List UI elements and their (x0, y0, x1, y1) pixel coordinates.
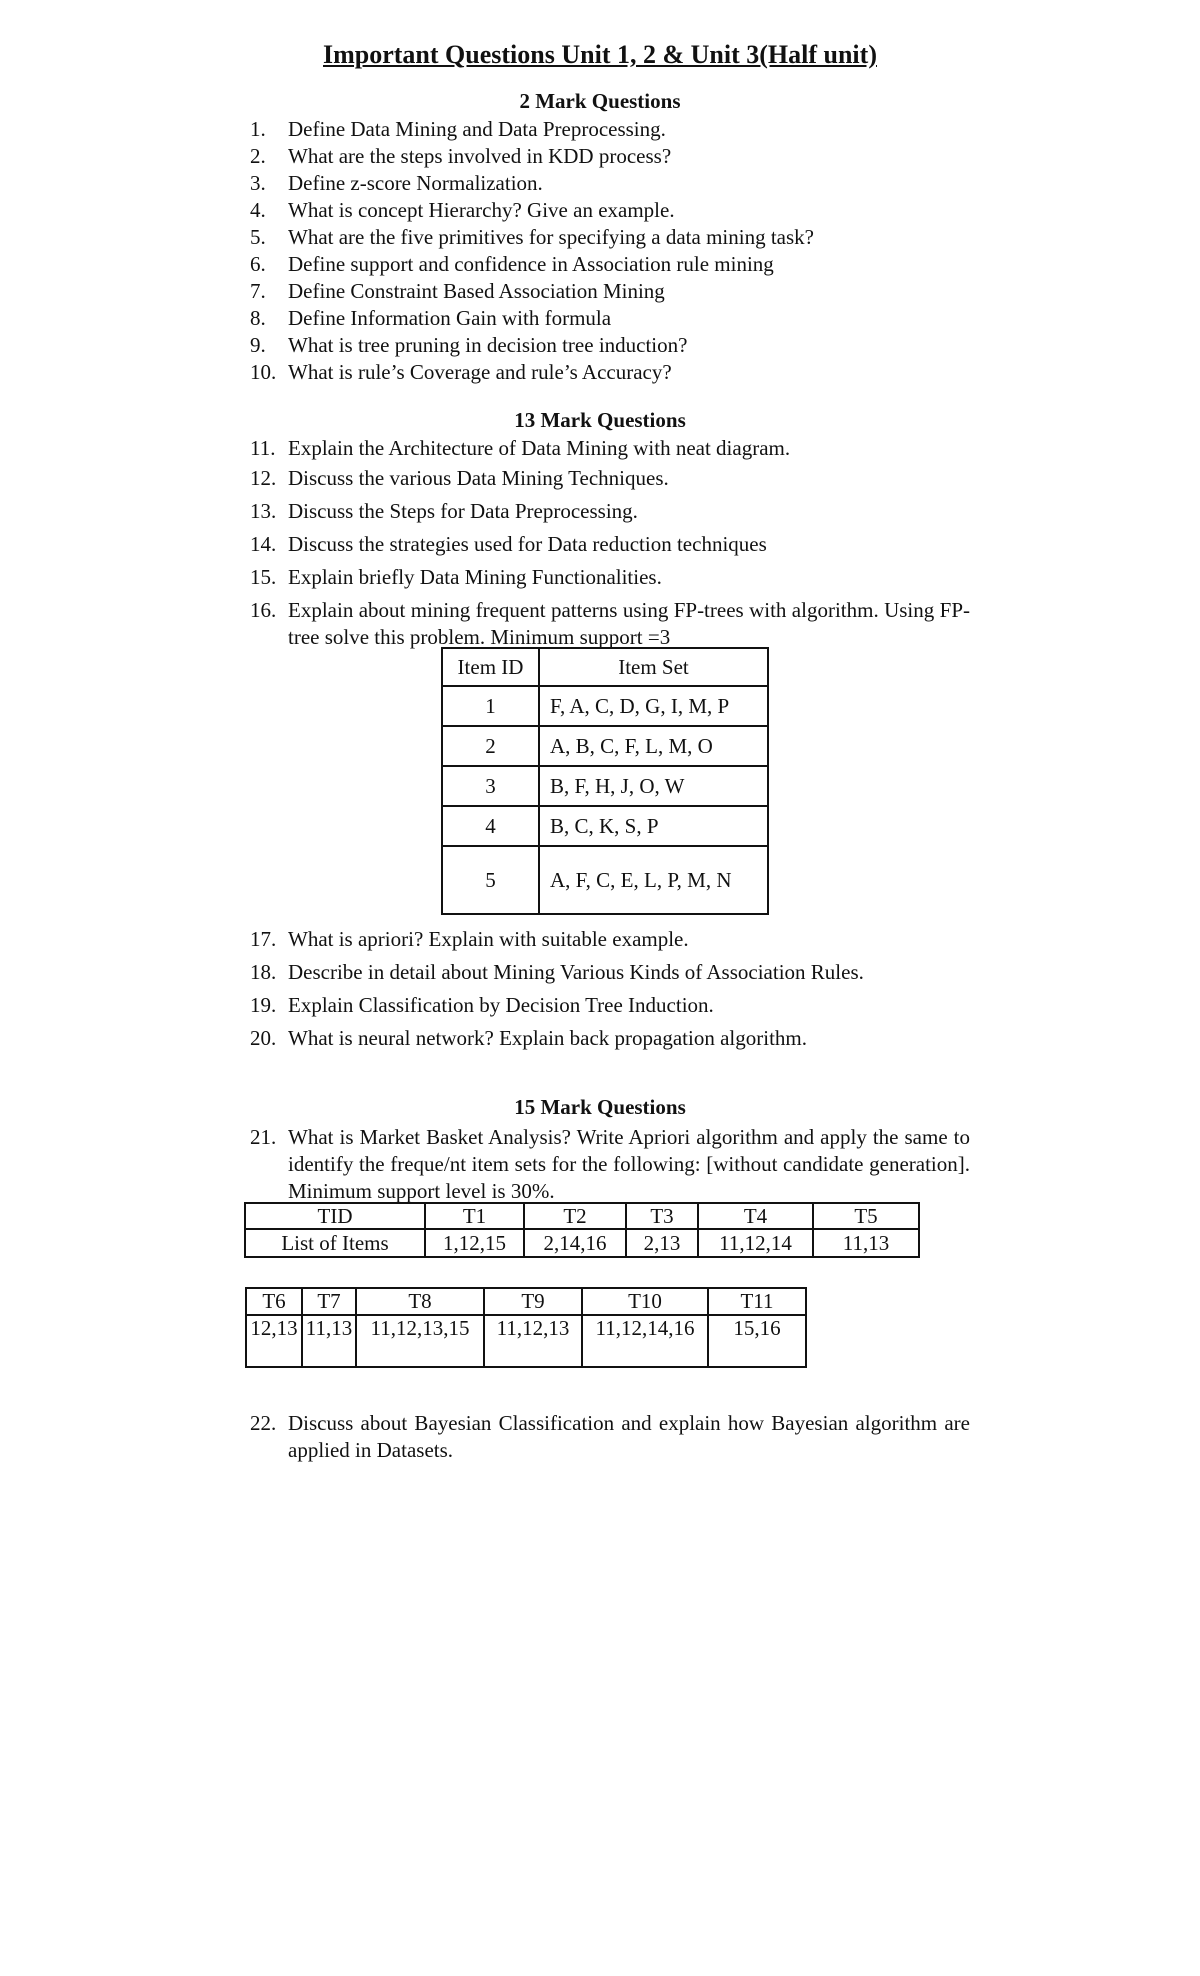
table-header-cell: T4 (698, 1203, 813, 1229)
question-item (250, 597, 970, 651)
table-row (442, 726, 768, 766)
table-header-cell: Item ID (442, 648, 539, 686)
question-number: 12. (250, 466, 277, 490)
question-number: 5. (250, 225, 266, 249)
question-number: 18. (250, 960, 277, 984)
table-cell: 11,12,13,15 (356, 1315, 484, 1367)
page-title: Important Questions Unit 1, 2 & Unit 3(Half unit) (323, 40, 877, 69)
question-item (250, 959, 970, 986)
question-number: 15. (250, 565, 277, 589)
question-text: Define Data Mining and Data Preprocessing. (288, 117, 666, 141)
question-number: 20. (250, 1026, 277, 1050)
table-cell: 2 (442, 726, 539, 766)
question-number: 7. (250, 279, 266, 303)
question-text: Explain briefly Data Mining Functionalities. (288, 565, 662, 589)
table-cell: 11,13 (302, 1315, 356, 1367)
question-number: 10. (250, 360, 277, 384)
question-text: What is concept Hierarchy? Give an example. (288, 198, 675, 222)
market-basket-table-1 (244, 1202, 920, 1258)
question-number: 17. (250, 927, 277, 951)
question-number: 8. (250, 306, 266, 330)
table-header-cell: T11 (708, 1288, 806, 1315)
table-cell: 12,13 (246, 1315, 302, 1367)
table-header-cell: TID (245, 1203, 425, 1229)
table-cell: 15,16 (708, 1315, 806, 1367)
table-header-row (442, 648, 768, 686)
question-item (250, 143, 970, 170)
question-item (250, 1410, 970, 1464)
table-cell: 1 (442, 686, 539, 726)
section-heading-15-mark: 15 Mark Questions (514, 1095, 686, 1119)
question-text: What is Market Basket Analysis? Write Apriori algorithm and apply the same to identify the freque/nt item sets for the following: [without candidate generation]. Minimum support level is 30%. (288, 1125, 970, 1203)
question-item (250, 498, 970, 525)
table-cell: F, A, C, D, G, I, M, P (539, 686, 768, 726)
question-number: 11. (250, 436, 276, 460)
question-item (250, 197, 970, 224)
question-number: 3. (250, 171, 266, 195)
table-header-cell: Item Set (539, 648, 768, 686)
table-cell: A, F, C, E, L, P, M, N (539, 846, 768, 914)
question-text: Discuss the Steps for Data Preprocessing. (288, 499, 638, 523)
table-header-cell: T5 (813, 1203, 919, 1229)
question-item (250, 435, 970, 462)
table-cell: 4 (442, 806, 539, 846)
table-cell: 11,12,14,16 (582, 1315, 708, 1367)
question-text: What are the steps involved in KDD process? (288, 144, 672, 168)
question-item (250, 531, 970, 558)
table-cell: 1,12,15 (425, 1229, 524, 1257)
question-number: 1. (250, 117, 266, 141)
question-item (250, 564, 970, 591)
question-text: What is tree pruning in decision tree induction? (288, 333, 688, 357)
table-cell: A, B, C, F, L, M, O (539, 726, 768, 766)
question-item (250, 170, 970, 197)
question-item (250, 1124, 970, 1205)
question-item (250, 465, 970, 492)
question-item (250, 116, 970, 143)
question-number: 2. (250, 144, 266, 168)
question-item (250, 305, 970, 332)
table-row (442, 766, 768, 806)
question-item (250, 359, 970, 386)
table-header-cell: T2 (524, 1203, 626, 1229)
question-item (250, 251, 970, 278)
table-header-row (245, 1203, 919, 1229)
table-cell: 2,14,16 (524, 1229, 626, 1257)
table-header-cell: T10 (582, 1288, 708, 1315)
question-text: Define Information Gain with formula (288, 306, 612, 330)
table-cell: 2,13 (626, 1229, 698, 1257)
table-header-cell: T1 (425, 1203, 524, 1229)
market-basket-table-2 (245, 1287, 807, 1368)
table-row (442, 846, 768, 914)
question-number: 9. (250, 333, 266, 357)
table-row (246, 1315, 806, 1367)
table-cell: 11,13 (813, 1229, 919, 1257)
table-cell: 5 (442, 846, 539, 914)
question-number: 4. (250, 198, 266, 222)
question-text: Discuss the strategies used for Data reduction techniques (288, 532, 767, 556)
question-number: 14. (250, 532, 277, 556)
section-heading-2-mark: 2 Mark Questions (519, 89, 681, 113)
question-text: Define Constraint Based Association Mining (288, 279, 665, 303)
table-header-cell: T3 (626, 1203, 698, 1229)
section-heading-13-mark: 13 Mark Questions (514, 408, 686, 432)
question-text: What is rule’s Coverage and rule’s Accuracy? (288, 360, 672, 384)
question-number: 21. (250, 1125, 277, 1149)
question-text: Describe in detail about Mining Various Kinds of Association Rules. (288, 960, 864, 984)
question-text: Explain Classification by Decision Tree Induction. (288, 993, 714, 1017)
question-number: 22. (250, 1411, 277, 1435)
question-text: What is neural network? Explain back propagation algorithm. (288, 1026, 808, 1050)
table-row (442, 806, 768, 846)
table-header-row (246, 1288, 806, 1315)
question-number: 6. (250, 252, 266, 276)
table-row (442, 686, 768, 726)
table-header-cell: T6 (246, 1288, 302, 1315)
question-text: What are the five primitives for specifying a data mining task? (288, 225, 814, 249)
question-item (250, 992, 970, 1019)
question-text: Explain about mining frequent patterns using FP-trees with algorithm. Using FP-tree solve this problem. Minimum support =3 (288, 598, 970, 649)
table-cell: B, C, K, S, P (539, 806, 768, 846)
table-header-cell: T7 (302, 1288, 356, 1315)
question-text: Define support and confidence in Association rule mining (288, 252, 774, 276)
question-item (250, 278, 970, 305)
question-text: Discuss the various Data Mining Techniques. (288, 466, 669, 490)
fp-tree-item-table (441, 647, 769, 915)
question-item (250, 224, 970, 251)
table-cell: List of Items (245, 1229, 425, 1257)
question-text: Define z-score Normalization. (288, 171, 543, 195)
table-row (245, 1229, 919, 1257)
question-item (250, 332, 970, 359)
question-text: Explain the Architecture of Data Mining with neat diagram. (288, 436, 791, 460)
table-header-cell: T8 (356, 1288, 484, 1315)
question-text: What is apriori? Explain with suitable example. (288, 927, 689, 951)
table-cell: B, F, H, J, O, W (539, 766, 768, 806)
question-text: Discuss about Bayesian Classification and explain how Bayesian algorithm are applied in Datasets. (288, 1411, 970, 1462)
question-number: 16. (250, 598, 277, 622)
question-item (250, 926, 970, 953)
table-cell: 11,12,14 (698, 1229, 813, 1257)
table-cell: 11,12,13 (484, 1315, 582, 1367)
table-cell: 3 (442, 766, 539, 806)
question-number: 13. (250, 499, 277, 523)
table-header-cell: T9 (484, 1288, 582, 1315)
question-number: 19. (250, 993, 277, 1017)
question-item (250, 1025, 970, 1052)
